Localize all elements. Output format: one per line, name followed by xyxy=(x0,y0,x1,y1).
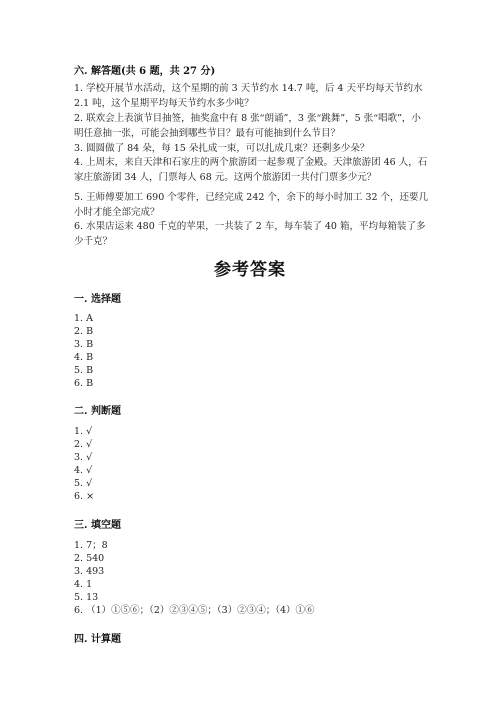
judge-answer: 2. √ xyxy=(74,439,93,450)
choice-answer: 2. B xyxy=(74,326,94,337)
judge-answer: 1. √ xyxy=(74,426,93,437)
fill-section-title: 三. 填空题 xyxy=(74,520,121,531)
judge-answer: 6. × xyxy=(74,491,95,502)
calc-section-title: 四. 计算题 xyxy=(74,634,121,645)
judge-answer: 3. √ xyxy=(74,452,93,463)
fill-answer: 1. 7；8 xyxy=(74,540,108,551)
choice-answer: 6. B xyxy=(74,378,94,389)
judge-answer: 4. √ xyxy=(74,465,93,476)
problem-5: 5. 王师傅要加工 690 个零件，已经完成 242 个，余下的每小时加工 32 个，还要几小时才能全部完成？ xyxy=(74,192,429,218)
choice-section-title: 一. 选择题 xyxy=(74,294,121,305)
section-six-title: 六. 解答题(共 6 题，共 27 分) xyxy=(74,66,216,77)
answer-key-title: 参考答案 xyxy=(214,260,286,280)
problem-1: 1. 学校开展节水活动，这个星期的前 3 天节约水 14.7 吨，后 4 天平均每天节约水 2.1 吨，这个星期平均每天节约水多少吨？ xyxy=(74,83,423,109)
choice-answer: 5. B xyxy=(74,365,94,376)
problem-3: 3. 圆圆做了 84 朵，每 15 朵扎成一束，可以扎成几束？还剩多少朵？ xyxy=(74,143,370,154)
problem-4: 4. 上周末，来自天津和石家庄的两个旅游团一起参观了金殿。天津旅游团 46 人，石家庄旅游团 34 人，门票每人 68 元。这两个旅游团一共付门票多少元？ xyxy=(74,157,428,183)
judge-section-title: 二. 判断题 xyxy=(74,406,121,417)
fill-answer: 2. 540 xyxy=(74,553,105,564)
fill-answer: 3. 493 xyxy=(74,566,105,577)
problem-6: 6. 水果店运来 480 千克的苹果，一共装了 2 车，每车装了 40 箱，平均每箱装了多少千克？ xyxy=(74,221,426,247)
choice-answer: 3. B xyxy=(74,339,94,350)
choice-answer: 1. A xyxy=(74,313,93,324)
fill-answer: 6. （1）①⑤⑥；（2）②③④⑤；（3）②③④；（4）①⑥ xyxy=(74,605,315,616)
fill-answer: 5. 13 xyxy=(74,592,99,603)
fill-answer: 4. 1 xyxy=(74,579,93,590)
choice-answer: 4. B xyxy=(74,352,94,363)
judge-answer: 5. √ xyxy=(74,478,93,489)
problem-2: 2. 联欢会上表演节目抽签，抽奖盒中有 8 张“朗诵”，3 张“跳舞”，5 张“唱歌”，小明任意抽一张，可能会抽到哪些节目？最有可能抽到什么节目？ xyxy=(74,113,421,139)
